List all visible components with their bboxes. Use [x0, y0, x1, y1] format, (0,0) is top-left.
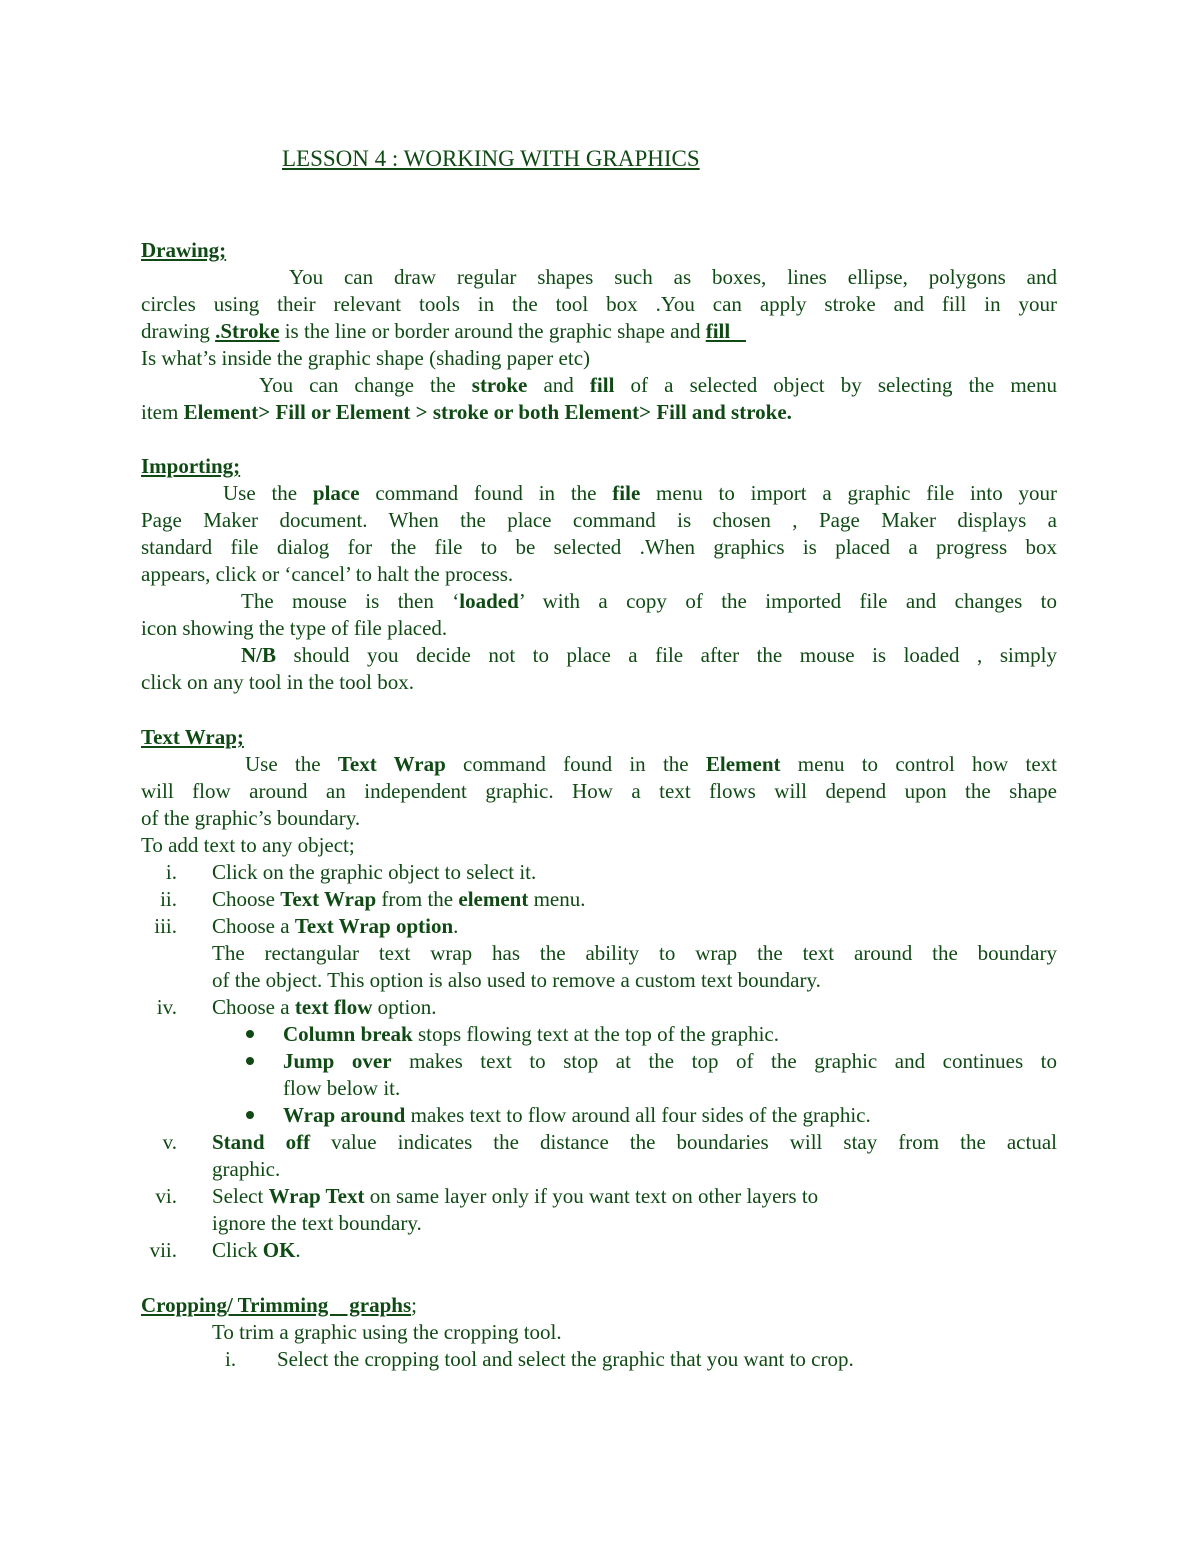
text-wrap-steps [141, 859, 1057, 1264]
paragraph-line: You can draw regular shapes such as boxes, lines ellipse, polygons and [289, 265, 1057, 289]
bullet-icon [246, 1057, 254, 1065]
paragraph-line: drawing .Stroke is the line or border around the graphic shape and fill [141, 319, 746, 343]
bullet-icon [246, 1111, 254, 1119]
list-item-continuation: graphic. [212, 1157, 281, 1181]
section-heading-importing: Importing; [141, 454, 241, 478]
paragraph-line: item Element> Fill or Element > stroke or both Element> Fill and stroke. [141, 400, 792, 424]
list-item: i. Select the cropping tool and select the graphic that you want to crop. [225, 1347, 854, 1371]
paragraph-line: of the graphic’s boundary. [141, 806, 361, 830]
paragraph-line: standard file dialog for the file to be selected .When graphics is placed a progress box [141, 535, 1057, 559]
list-item: iii. Choose a Text Wrap option. [154, 914, 459, 938]
bullet-icon [246, 1030, 254, 1038]
paragraph-line: N/B should you decide not to place a file after the mouse is loaded , simply [241, 643, 1057, 667]
paragraph-line: appears, click or ‘cancel’ to halt the process. [141, 562, 514, 586]
list-item: ii. Choose Text Wrap from the element menu. [160, 887, 586, 911]
cropping-section [141, 1319, 1057, 1373]
bullet-item: Jump over makes text to stop at the top of the graphic and continues to [212, 1048, 1057, 1075]
paragraph-line: Use the Text Wrap command found in the Element menu to control how text [245, 752, 1057, 776]
list-item-continuation: The rectangular text wrap has the ability to wrap the text around the boundary [212, 941, 1057, 965]
importing-section [141, 480, 1057, 696]
fill-term: fill [705, 319, 746, 343]
paragraph-line: You can change the stroke and fill of a selected object by selecting the menu [259, 373, 1057, 397]
paragraph-line: circles using their relevant tools in the tool box .You can apply stroke and fill in your [141, 292, 1057, 316]
drawing-section [141, 264, 1057, 426]
list-item: iv. Choose a text flow option. [156, 995, 437, 1019]
paragraph-line: Use the place command found in the file menu to import a graphic file into your [223, 481, 1057, 505]
paragraph-line: The mouse is then ‘loaded’ with a copy of the imported file and changes to [241, 589, 1057, 613]
list-item: v. Stand off value indicates the distance the boundaries will stay from the actual [162, 1130, 1057, 1154]
bullet-list [141, 1021, 1057, 1129]
text-wrap-section [141, 751, 1057, 859]
bullet-item-continuation: flow below it. [283, 1076, 401, 1100]
menu-path: Element> Fill or Element > stroke or both Element> Fill and stroke. [183, 400, 792, 424]
bullet-item: Column break stops flowing text at the top of the graphic. [212, 1021, 1057, 1048]
section-heading-drawing: Drawing; [141, 238, 227, 262]
paragraph-line: To add text to any object; [141, 833, 355, 857]
bullet-item: Wrap around makes text to flow around all four sides of the graphic. [212, 1102, 1057, 1129]
page-title: LESSON 4 : WORKING WITH GRAPHICS [282, 146, 700, 171]
section-heading-cropping: Cropping/ Trimming graphs; [141, 1293, 417, 1317]
section-heading-text-wrap: Text Wrap; [141, 725, 244, 749]
stroke-term: .Stroke [215, 319, 280, 343]
list-item-continuation: ignore the text boundary. [212, 1211, 422, 1235]
paragraph-line: icon showing the type of file placed. [141, 616, 448, 640]
paragraph-line: click on any tool in the tool box. [141, 670, 414, 694]
list-item-continuation: of the object. This option is also used to remove a custom text boundary. [212, 968, 821, 992]
list-item: vi. Select Wrap Text on same layer only if you want text on other layers to [155, 1184, 819, 1208]
list-item: vii. Click OK. [149, 1238, 301, 1262]
paragraph-line: To trim a graphic using the cropping tool. [212, 1320, 562, 1344]
paragraph-line: Is what’s inside the graphic shape (shading paper etc) [141, 346, 591, 370]
paragraph-line: will flow around an independent graphic. How a text flows will depend upon the shape [141, 779, 1057, 803]
list-item: i. Click on the graphic object to select it. [165, 860, 537, 884]
paragraph-line: Page Maker document. When the place command is chosen , Page Maker displays a [141, 508, 1057, 532]
